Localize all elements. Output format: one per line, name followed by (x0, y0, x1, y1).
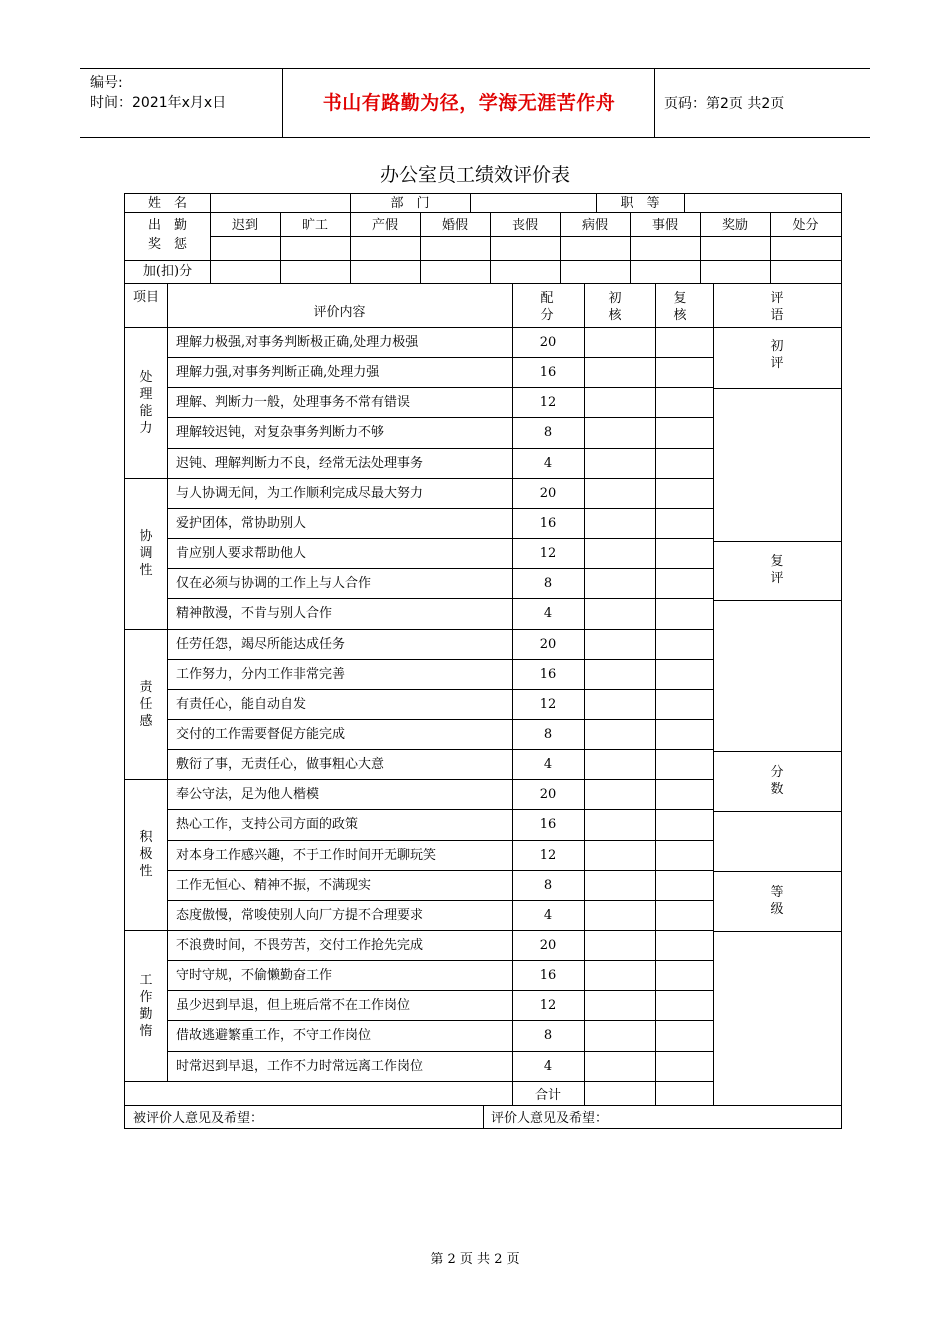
name-label: 姓 名 (147, 196, 187, 211)
points-label: 分数 (770, 765, 784, 797)
criterion-text: 对本身工作感兴趣，不于工作时间开无聊玩笑 (176, 848, 437, 863)
category-3-label: 责任感 (139, 680, 153, 729)
grid-line (167, 598, 714, 599)
criterion-score: 12 (539, 546, 557, 561)
criterion-text: 态度傲慢，常唆使别人向厂方提不合理要求 (176, 908, 424, 923)
grid-line (124, 193, 125, 1129)
criterion-score: 8 (543, 878, 553, 893)
grid-line (124, 283, 842, 284)
attendance-col-9: 处分 (792, 218, 819, 233)
adjust-score-label: 加(扣)分 (142, 264, 193, 279)
grid-line (167, 283, 168, 1082)
grid-line (470, 193, 471, 213)
comment-box-line (713, 751, 842, 752)
criterion-text: 仅在必须与协调的工作上与人合作 (176, 576, 372, 591)
grid-line (167, 448, 714, 449)
grid-line (841, 193, 842, 1129)
criterion-text: 守时守规，不偷懒勤奋工作 (176, 968, 333, 983)
criterion-text: 理解较迟钝，对复杂事务判断力不够 (176, 425, 385, 440)
criterion-score: 12 (539, 395, 557, 410)
header-motto: 书山有路勤为径，学海无涯苦作舟 (322, 92, 616, 114)
comment-header: 评语 (770, 291, 784, 323)
criterion-score: 16 (539, 516, 557, 531)
grid-line (167, 809, 714, 810)
category-4-label: 积极性 (139, 830, 153, 879)
comment-box-line (713, 388, 842, 389)
grid-line (350, 193, 351, 213)
form-title: 办公室员工绩效评价表 (379, 164, 570, 186)
criterion-score: 8 (543, 576, 553, 591)
second-evaluation-label: 复评 (770, 554, 784, 586)
criterion-score: 4 (543, 757, 553, 772)
criterion-score: 4 (543, 456, 553, 471)
grid-line (167, 960, 714, 961)
first-evaluation-label: 初评 (770, 339, 784, 371)
criterion-text: 肯应别人要求帮助他人 (176, 546, 307, 561)
criterion-score: 12 (539, 697, 557, 712)
grid-line (124, 193, 842, 194)
attendance-col-6: 病假 (581, 218, 608, 233)
comment-box-line (713, 931, 842, 932)
grid-line (167, 659, 714, 660)
grid-line (124, 212, 842, 213)
grid-line (167, 840, 714, 841)
first-review-header: 初核 (608, 291, 622, 323)
header-page-info: 页码：第2页 共2页 (664, 96, 785, 112)
grid-line (167, 417, 714, 418)
attendance-col-2: 旷工 (301, 218, 328, 233)
criterion-text: 敷衍了事，无责任心，做事粗心大意 (176, 757, 385, 772)
criterion-score: 12 (539, 848, 557, 863)
grid-line (167, 749, 714, 750)
attendance-label: 出 勤 (147, 218, 187, 233)
criterion-score: 8 (543, 727, 553, 742)
comment-box-line (713, 600, 842, 601)
attendance-col-7: 事假 (651, 218, 678, 233)
criterion-text: 热心工作，支持公司方面的政策 (176, 817, 359, 832)
content-header: 评价内容 (313, 305, 366, 320)
grid-line (167, 387, 714, 388)
attendance-col-3: 产假 (371, 218, 398, 233)
evaluator-opinion-label: 评价人意见及希望： (491, 1111, 609, 1126)
grid-line (124, 629, 714, 630)
criterion-text: 与人协调无间，为工作顺利完成尽最大努力 (176, 486, 424, 501)
criterion-score: 20 (539, 486, 557, 501)
grid-line (210, 236, 842, 237)
grid-line (124, 327, 842, 328)
criterion-text: 迟钝、理解判断力不良，经常无法处理事务 (176, 456, 424, 471)
attendance-col-8: 奖励 (721, 218, 748, 233)
criterion-text: 理解力极强,对事务判断极正确,处理力极强 (176, 335, 419, 350)
criterion-text: 虽少迟到早退，但上班后常不在工作岗位 (176, 998, 411, 1013)
criterion-score: 20 (539, 335, 557, 350)
criterion-text: 理解、判断力一般，处理事务不常有错误 (176, 395, 411, 410)
criterion-text: 工作努力，分内工作非常完善 (176, 667, 346, 682)
criterion-text: 借故逃避繁重工作，不守工作岗位 (176, 1028, 372, 1043)
opinion-divider (483, 1105, 484, 1129)
criterion-text: 工作无恒心、精神不振，不满现实 (176, 878, 372, 893)
criterion-score: 16 (539, 667, 557, 682)
grid-line (167, 719, 714, 720)
grid-line (124, 779, 714, 780)
grid-line (167, 900, 714, 901)
grid-line (124, 1081, 714, 1082)
category-5-label: 工作勤惰 (139, 973, 153, 1039)
grid-line (684, 193, 685, 213)
criterion-score: 4 (543, 1059, 553, 1074)
grid-line (167, 990, 714, 991)
evaluatee-opinion-label: 被评价人意见及希望： (133, 1111, 264, 1126)
criterion-score: 20 (539, 938, 557, 953)
criterion-text: 爱护团体，常协助别人 (176, 516, 307, 531)
grid-line (124, 478, 714, 479)
item-header: 项目 (132, 290, 159, 305)
grid-line (210, 193, 211, 213)
attendance-col-1: 迟到 (231, 218, 258, 233)
criterion-text: 任劳任怨，竭尽所能达成任务 (176, 637, 346, 652)
grid-line (167, 1020, 714, 1021)
criterion-text: 精神散漫，不肯与别人合作 (176, 606, 333, 621)
grid-line (655, 283, 656, 1106)
category-2-label: 协调性 (139, 529, 153, 578)
doc-number-label: 编号: (90, 75, 123, 91)
criterion-score: 20 (539, 787, 557, 802)
grid-line (167, 357, 714, 358)
reward-punish-label: 奖 惩 (147, 237, 187, 252)
criterion-score: 8 (543, 425, 553, 440)
criterion-score: 12 (539, 998, 557, 1013)
doc-time-label: 时间：2021年x月x日 (90, 95, 227, 111)
grid-line (713, 283, 714, 1106)
grid-line (124, 260, 842, 261)
category-1-label: 处理能力 (139, 370, 153, 436)
grid-line (167, 689, 714, 690)
comment-box-line (713, 871, 842, 872)
level-label: 等级 (770, 885, 784, 917)
grid-line (167, 870, 714, 871)
criterion-score: 16 (539, 817, 557, 832)
second-review-header: 复核 (673, 291, 687, 323)
criterion-text: 理解力强,对事务判断正确,处理力强 (176, 365, 380, 380)
grid-line (167, 568, 714, 569)
score-header: 配分 (540, 291, 554, 323)
dept-label: 部 门 (390, 196, 430, 211)
comment-box-line (713, 541, 842, 542)
criterion-text: 不浪费时间，不畏劳苦，交付工作抢先完成 (176, 938, 424, 953)
page-footer: 第 2 页 共 2 页 (430, 1252, 520, 1267)
criterion-text: 有责任心，能自动自发 (176, 697, 307, 712)
grid-line (584, 283, 585, 1106)
criterion-score: 16 (539, 365, 557, 380)
grade-label: 职 等 (620, 196, 660, 211)
attendance-col-5: 丧假 (511, 218, 538, 233)
comment-box-line (713, 811, 842, 812)
criterion-text: 奉公守法，足为他人楷模 (176, 787, 320, 802)
criterion-score: 8 (543, 1028, 553, 1043)
grid-line (167, 1051, 714, 1052)
grid-line (167, 538, 714, 539)
criterion-text: 交付的工作需要督促方能完成 (176, 727, 346, 742)
grid-line (167, 508, 714, 509)
attendance-col-4: 婚假 (441, 218, 468, 233)
criterion-score: 20 (539, 637, 557, 652)
criterion-score: 16 (539, 968, 557, 983)
criterion-score: 4 (543, 606, 553, 621)
grid-line (596, 193, 597, 213)
criterion-text: 时常迟到早退，工作不力时常远离工作岗位 (176, 1059, 424, 1074)
grid-line (124, 930, 714, 931)
criterion-score: 4 (543, 908, 553, 923)
total-label: 合计 (534, 1088, 561, 1103)
